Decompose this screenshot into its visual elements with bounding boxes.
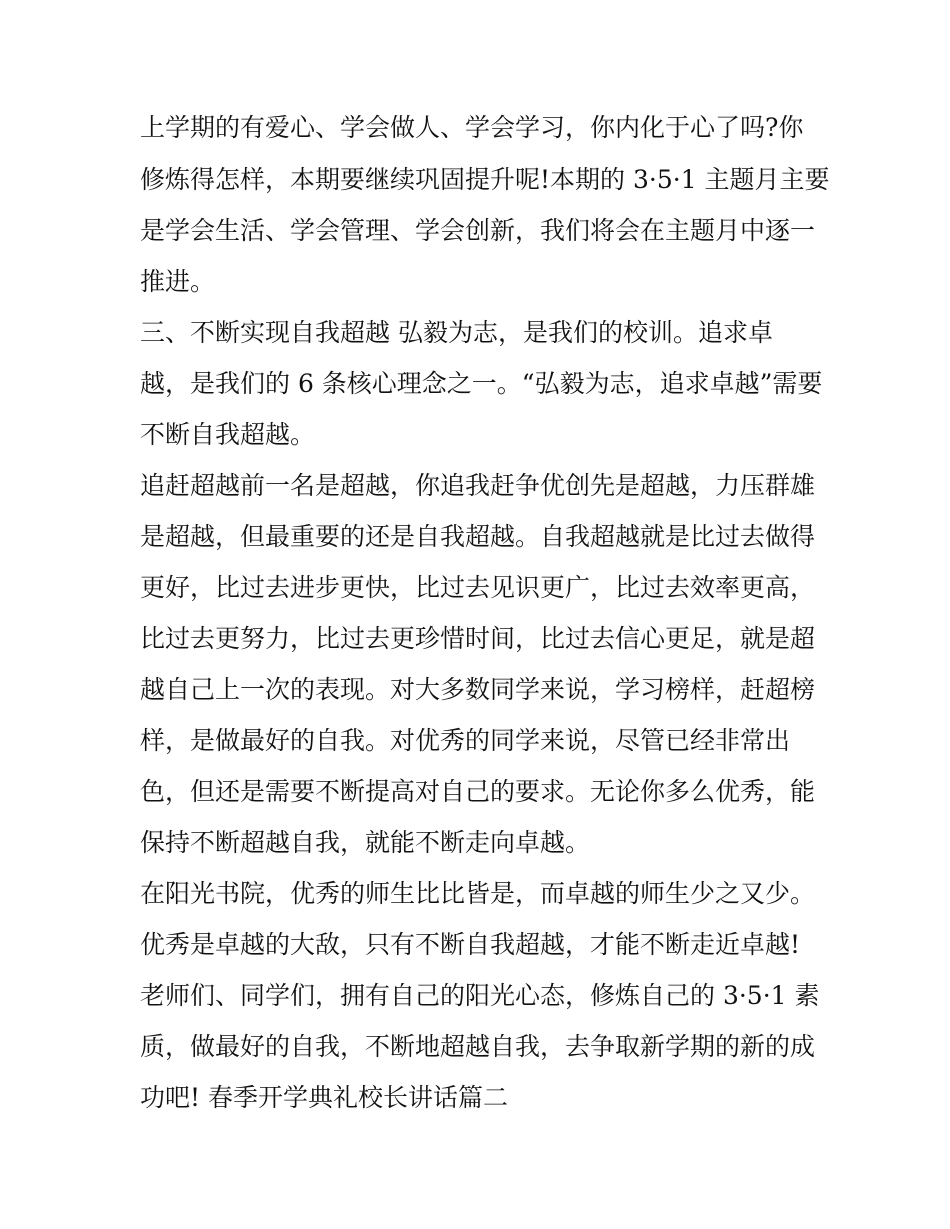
text-line: 修炼得怎样，本期要继续巩固提升呢!本期的 3·5·1 主题月主要 [140, 165, 830, 194]
text-line: 保持不断超越自我，就能不断走向卓越。 [140, 828, 591, 857]
text-line: 老师们、同学们，拥有自己的阳光心态，修炼自己的 3·5·1 素 [140, 981, 820, 1010]
text-line: 越，是我们的 6 条核心理念之一。“弘毅为志，追求卓越”需要 [140, 369, 823, 398]
text-line: 上学期的有爱心、学会做人、学会学习，你内化于心了吗?你 [140, 113, 804, 142]
text-line: 优秀是卓越的大敌，只有不断自我超越，才能不断走近卓越! [140, 930, 801, 959]
text-line: 是超越，但最重要的还是自我超越。自我超越就是比过去做得 [140, 522, 816, 551]
text-line: 在阳光书院，优秀的师生比比皆是，而卓越的师生少之又少。 [140, 879, 816, 908]
text-line: 是学会生活、学会管理、学会创新，我们将会在主题月中逐一 [140, 216, 816, 245]
text-line: 样，是做最好的自我。对优秀的同学来说，尽管已经非常出 [140, 726, 791, 755]
text-line: 越自己上一次的表现。对大多数同学来说，学习榜样，赶超榜 [140, 675, 816, 704]
text-line: 推进。 [140, 267, 216, 296]
text-line: 更好，比过去进步更快，比过去见识更广，比过去效率更高， [140, 573, 816, 602]
text-line: 追赶超越前一名是超越，你追我赶争优创先是超越，力压群雄 [140, 471, 816, 500]
text-line: 比过去更努力，比过去更珍惜时间，比过去信心更足，就是超 [140, 624, 816, 653]
text-line: 不断自我超越。 [140, 420, 316, 449]
text-line: 质，做最好的自我，不断地超越自我，去争取新学期的新的成 [140, 1032, 816, 1061]
text-line: 三、不断实现自我超越 弘毅为志，是我们的校训。追求卓 [140, 318, 773, 347]
text-line: 色，但还是需要不断提高对自己的要求。无论你多么优秀，能 [140, 777, 816, 806]
text-line: 功吧! 春季开学典礼校长讲话篇二 [140, 1083, 508, 1112]
